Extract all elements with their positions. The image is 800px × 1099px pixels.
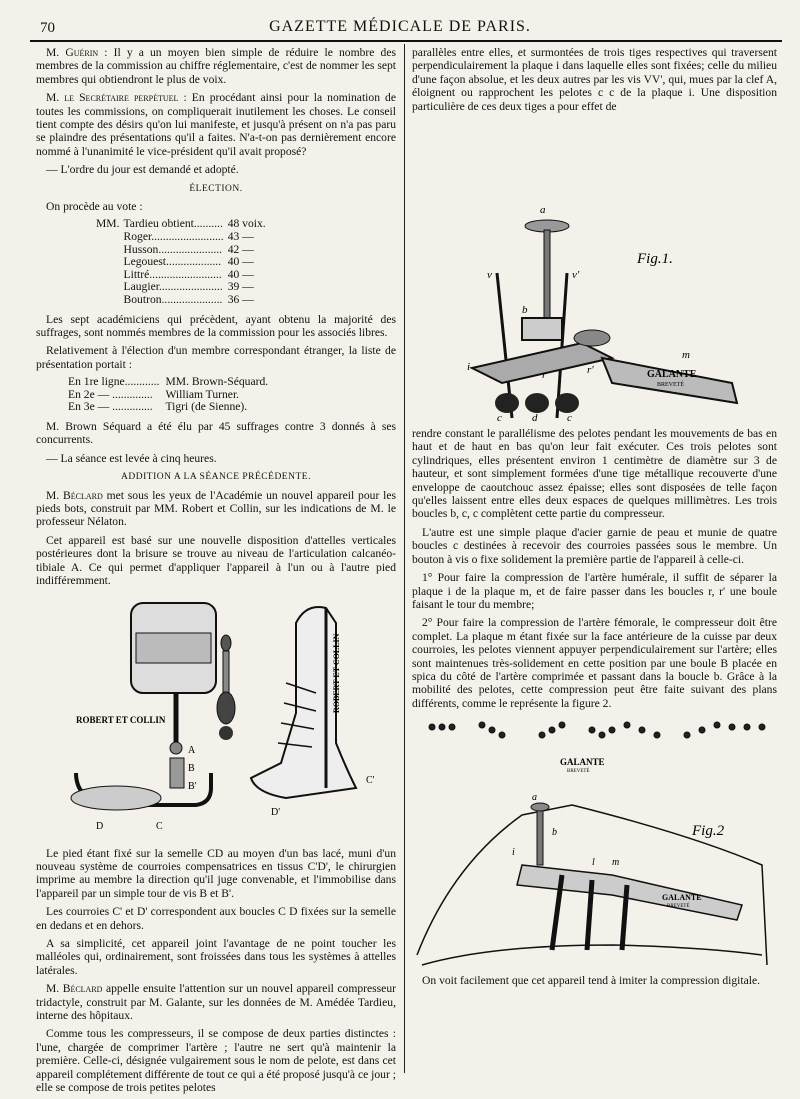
- paragraph: 2° Pour faire la compression de l'artère fémorale, le compresseur doit être complet. La plaque m étant fixée sur la face antérieure de la cuisse par deux courroies, les pelotes viennent appuyer perpendiculairement sur l'artère; elles sont maintenues très-solidement en cette position par une boule B placée en spica du côté de l'artère comprimée et passant dans la boucle b. Grâce à la mobilité des pelotes, cette compression peut être faite suivant des plans différents, comme le représente la figure 2.: [412, 616, 777, 710]
- figure-2-brand: GALANTE: [560, 757, 605, 768]
- figure-2-brand-plate-sub: BREVETÉ: [667, 904, 690, 910]
- paragraph: rendre constant le parallélisme des pelotes pendant les mouvements de bas en haut et de haut en bas qu'on leur fait exécuter. Ces trois pelotes sont cylindriques, elles présentent environ 1 centimètre de diamètre sur 3 de hauteur, et sont simplement formées d'une tige métallique recouverte d'une enveloppe de caoutchouc assez épaisse; elles sont disposées de telle façon qu'elles laissent entre elles deux espaces de quelques millimètres. Les trois boucles b, c, c complètent cette partie du compresseur.: [412, 427, 777, 521]
- vote-count: 43 —: [227, 230, 254, 244]
- fig2-label-b: b: [552, 827, 557, 839]
- paragraph: [36, 982, 396, 1022]
- clubfoot-apparatus-figure: [36, 593, 396, 843]
- addition-heading: ADDITION A LA SÉANCE PRÉCÉDENTE.: [121, 472, 311, 483]
- label-i: i: [467, 361, 471, 374]
- presentation-name: MM. Brown-Séquard.: [165, 375, 269, 389]
- figure-2-title: Fig.2: [692, 823, 725, 840]
- maker-label-vertical: ROBERT ET COLLIN: [332, 633, 341, 713]
- label-b: b: [522, 304, 528, 317]
- vote-count: 40 —: [227, 267, 254, 281]
- vote-prefix: MM.: [96, 217, 120, 231]
- label-A: A: [188, 744, 196, 756]
- vote-row: [96, 256, 270, 269]
- paragraph: [36, 46, 396, 86]
- presentation-row: [68, 401, 274, 414]
- page-header: [30, 16, 770, 38]
- paragraph-text: : En procédant ainsi pour la nomination de toutes les commissions, on compliquerait inutilement les choses. Le conseil tient compte des désirs qu'on lui manifeste, et jusqu'à présent on n'a pas paru se plaindre des présentations qu'il a faites. N'a-t-on pas dernièrement encore nommé à l'unanimité le vice-président qu'il avait proposé?: [36, 91, 396, 158]
- label-Cp: C': [366, 774, 375, 786]
- label-rp: r': [587, 364, 594, 377]
- label-a: a: [540, 204, 546, 217]
- journal-title: GAZETTE MÉDICALE DE PARIS.: [269, 18, 531, 35]
- figure-1-title: Fig.1.: [637, 251, 673, 268]
- vote-count: 39 —: [227, 280, 254, 294]
- vote-name: Legouest...................: [123, 255, 222, 269]
- paragraph: Les sept académiciens qui précèdent, ayant obtenu la majorité des suffrages, sont nommés membres de la commission pour les associés libres.: [36, 312, 396, 340]
- fig2-label-i: i: [512, 847, 515, 859]
- label-m: m: [682, 349, 690, 362]
- speaker-name: M. Béclard: [46, 982, 103, 996]
- fig2-label-m: m: [612, 857, 620, 869]
- presentation-rank: En 3e — ..............: [68, 400, 153, 414]
- vote-prefix: [96, 256, 124, 269]
- speaker-name: M. Béclard: [46, 488, 103, 502]
- presentation-rank: En 2e — ..............: [68, 387, 153, 401]
- left-column: [36, 46, 396, 1099]
- paragraph: Relativement à l'élection d'un membre correspondant étranger, la liste de présentation portait :: [36, 344, 396, 371]
- election-heading: ÉLECTION.: [189, 183, 243, 194]
- vote-name: Tardieu obtient..........: [123, 217, 223, 231]
- brand-label: GALANTE: [647, 369, 697, 381]
- vote-prefix: [96, 269, 124, 282]
- label-r: r: [542, 369, 547, 382]
- presentation-rank: En 1re ligne............: [68, 375, 160, 389]
- vote-count: 48 voix.: [227, 217, 266, 231]
- speaker-name: M. Guérin: [46, 46, 99, 59]
- vote-prefix: [96, 281, 124, 294]
- paragraph: On procède au vote :: [46, 200, 143, 214]
- compressor-figure-2: [412, 715, 777, 970]
- paragraph: On voit facilement que cet appareil tend à imiter la compression digitale.: [422, 974, 761, 988]
- label-D: D: [96, 820, 104, 832]
- compressor-figure-1: [412, 118, 777, 423]
- vote-name: Littré.........................: [123, 267, 222, 281]
- vote-prefix: [96, 244, 124, 257]
- right-column: [412, 46, 777, 993]
- vote-name: Husson......................: [123, 242, 223, 256]
- vote-count: 42 —: [227, 242, 254, 256]
- paragraph: Comme tous les compresseurs, il se compose de deux parties distinctes : l'une, chargée de comprimer l'artère ; l'autre ne sert qu'à maintenir la première. Celle-ci, désignée vulgairement sous le nom de pelote, est dans cet appareil complétement différente de tout ce qui a été proposé jusqu'à ce jour ; elle se compose de trois petites pelotes: [36, 1027, 396, 1094]
- presentation-name: William Turner.: [165, 387, 240, 401]
- label-Bp: B': [188, 780, 197, 792]
- vote-row: [96, 231, 270, 244]
- label-c2: c: [567, 412, 572, 424]
- paragraph: — L'ordre du jour est demandé et adopté.: [46, 163, 239, 177]
- presentation-name: Tigri (de Sienne).: [165, 400, 248, 414]
- page-number: 70: [40, 20, 55, 36]
- vote-prefix: [96, 294, 124, 307]
- header-rule: [30, 40, 782, 42]
- figure-2-brand-plate: GALANTE: [662, 893, 702, 903]
- paragraph: L'autre est une simple plaque d'acier garnie de peau et munie de quatre boucles c destinées à recevoir des courroies passées sous le membre. Un bouton à vis o fixe solidement la première partie de l'appareil à celle-ci.: [412, 525, 777, 566]
- paragraph: Cet appareil est basé sur une nouvelle disposition d'attelles verticales postérieures dont la brisure se trouve au niveau de l'articulation calcanéo-tibiale A. Ce qui permet d'appliquer l'appareil à l'un ou à l'autre pied indifféremment.: [36, 533, 396, 588]
- label-C: C: [156, 820, 163, 832]
- vote-count: 36 —: [227, 293, 254, 307]
- vote-name: Roger.........................: [123, 230, 224, 244]
- paragraph-text: : Il y a un moyen bien simple de réduire le nombre des membres de la commission au chiffre réglementaire, c'est de nommer les sept membres qui obtiendront le plus de voix.: [36, 46, 397, 86]
- label-c1: c: [497, 412, 502, 424]
- paragraph-text: appelle ensuite l'attention sur un nouvel appareil compresseur tridactyle, construit par M. Galante, sur les données de M. Amédée Tardieu, interne des hôpitaux.: [36, 982, 396, 1022]
- paragraph: A sa simplicité, cet appareil joint l'avantage de ne point toucher les malléoles qui, ordinairement, sont froissées dans tous les systèmes à attelles latérales.: [36, 936, 396, 977]
- paragraph: M. Brown Séquard a été élu par 45 suffrages contre 3 donnés à ses concurrents.: [36, 420, 396, 447]
- figure-2-brand-sub: BREVETÉ: [567, 769, 590, 775]
- label-vp: v': [572, 269, 580, 282]
- column-divider: [404, 44, 405, 1073]
- vote-count: 40 —: [227, 255, 254, 269]
- paragraph: — La séance est levée à cinq heures.: [46, 451, 217, 465]
- vote-row: [96, 294, 270, 307]
- presentation-table: [68, 376, 274, 414]
- paragraph: Les courroies C' et D' correspondent aux boucles C D fixées sur la semelle en dedans et en dehors.: [36, 905, 396, 932]
- brand-sub-label: BREVETÉ: [657, 382, 684, 389]
- vote-name: Laugier......................: [123, 280, 223, 294]
- paragraph: [36, 91, 396, 158]
- paragraph: Le pied étant fixé sur la semelle CD au moyen d'un bas lacé, muni d'un nouveau système de courroies compensatrices en tissus C'D', le chirurgien imprime au membre la direction qu'il juge convenable, et l'immobilise dans l'appareil par un simple tour de vis B et B'.: [36, 846, 396, 900]
- vote-table: [96, 218, 270, 306]
- maker-label: ROBERT ET COLLIN: [76, 714, 166, 725]
- paragraph: [36, 489, 396, 529]
- speaker-name: M. le Secrétaire perpétuel: [46, 91, 179, 105]
- fig2-label-l: l: [592, 857, 595, 869]
- label-Dp: D': [271, 806, 281, 818]
- label-d: d: [532, 412, 538, 424]
- vote-prefix: [96, 231, 124, 244]
- label-B: B: [188, 762, 195, 774]
- paragraph: 1° Pour faire la compression de l'artère humérale, il suffit de séparer la plaque i de la plaque m, et de faire passer dans les boucles r, r' une boule faisant le tour du membre;: [412, 571, 777, 611]
- vote-name: Boutron.....................: [123, 293, 223, 307]
- presentation-row: [68, 376, 274, 389]
- label-v: v: [487, 269, 492, 282]
- paragraph: parallèles entre elles, et surmontées de trois tiges respectives qui traversent perpendiculairement la plaque i dans laquelle elles sont fixées; celle du milieu d'une façon absolue, et les deux autres par les vis VV', qui, mues par la clef A, éloignent ou rapprochent les pelotes c c de la plaque i. Une disposition particulière de ces deux tiges a pour effet de: [412, 46, 777, 113]
- paragraph-text: met sous les yeux de l'Académie un nouvel appareil pour les pieds bots, construit par MM. Robert et Collin, sur les indications de M. le professeur Nélaton.: [36, 488, 396, 529]
- fig2-label-a: a: [532, 792, 537, 804]
